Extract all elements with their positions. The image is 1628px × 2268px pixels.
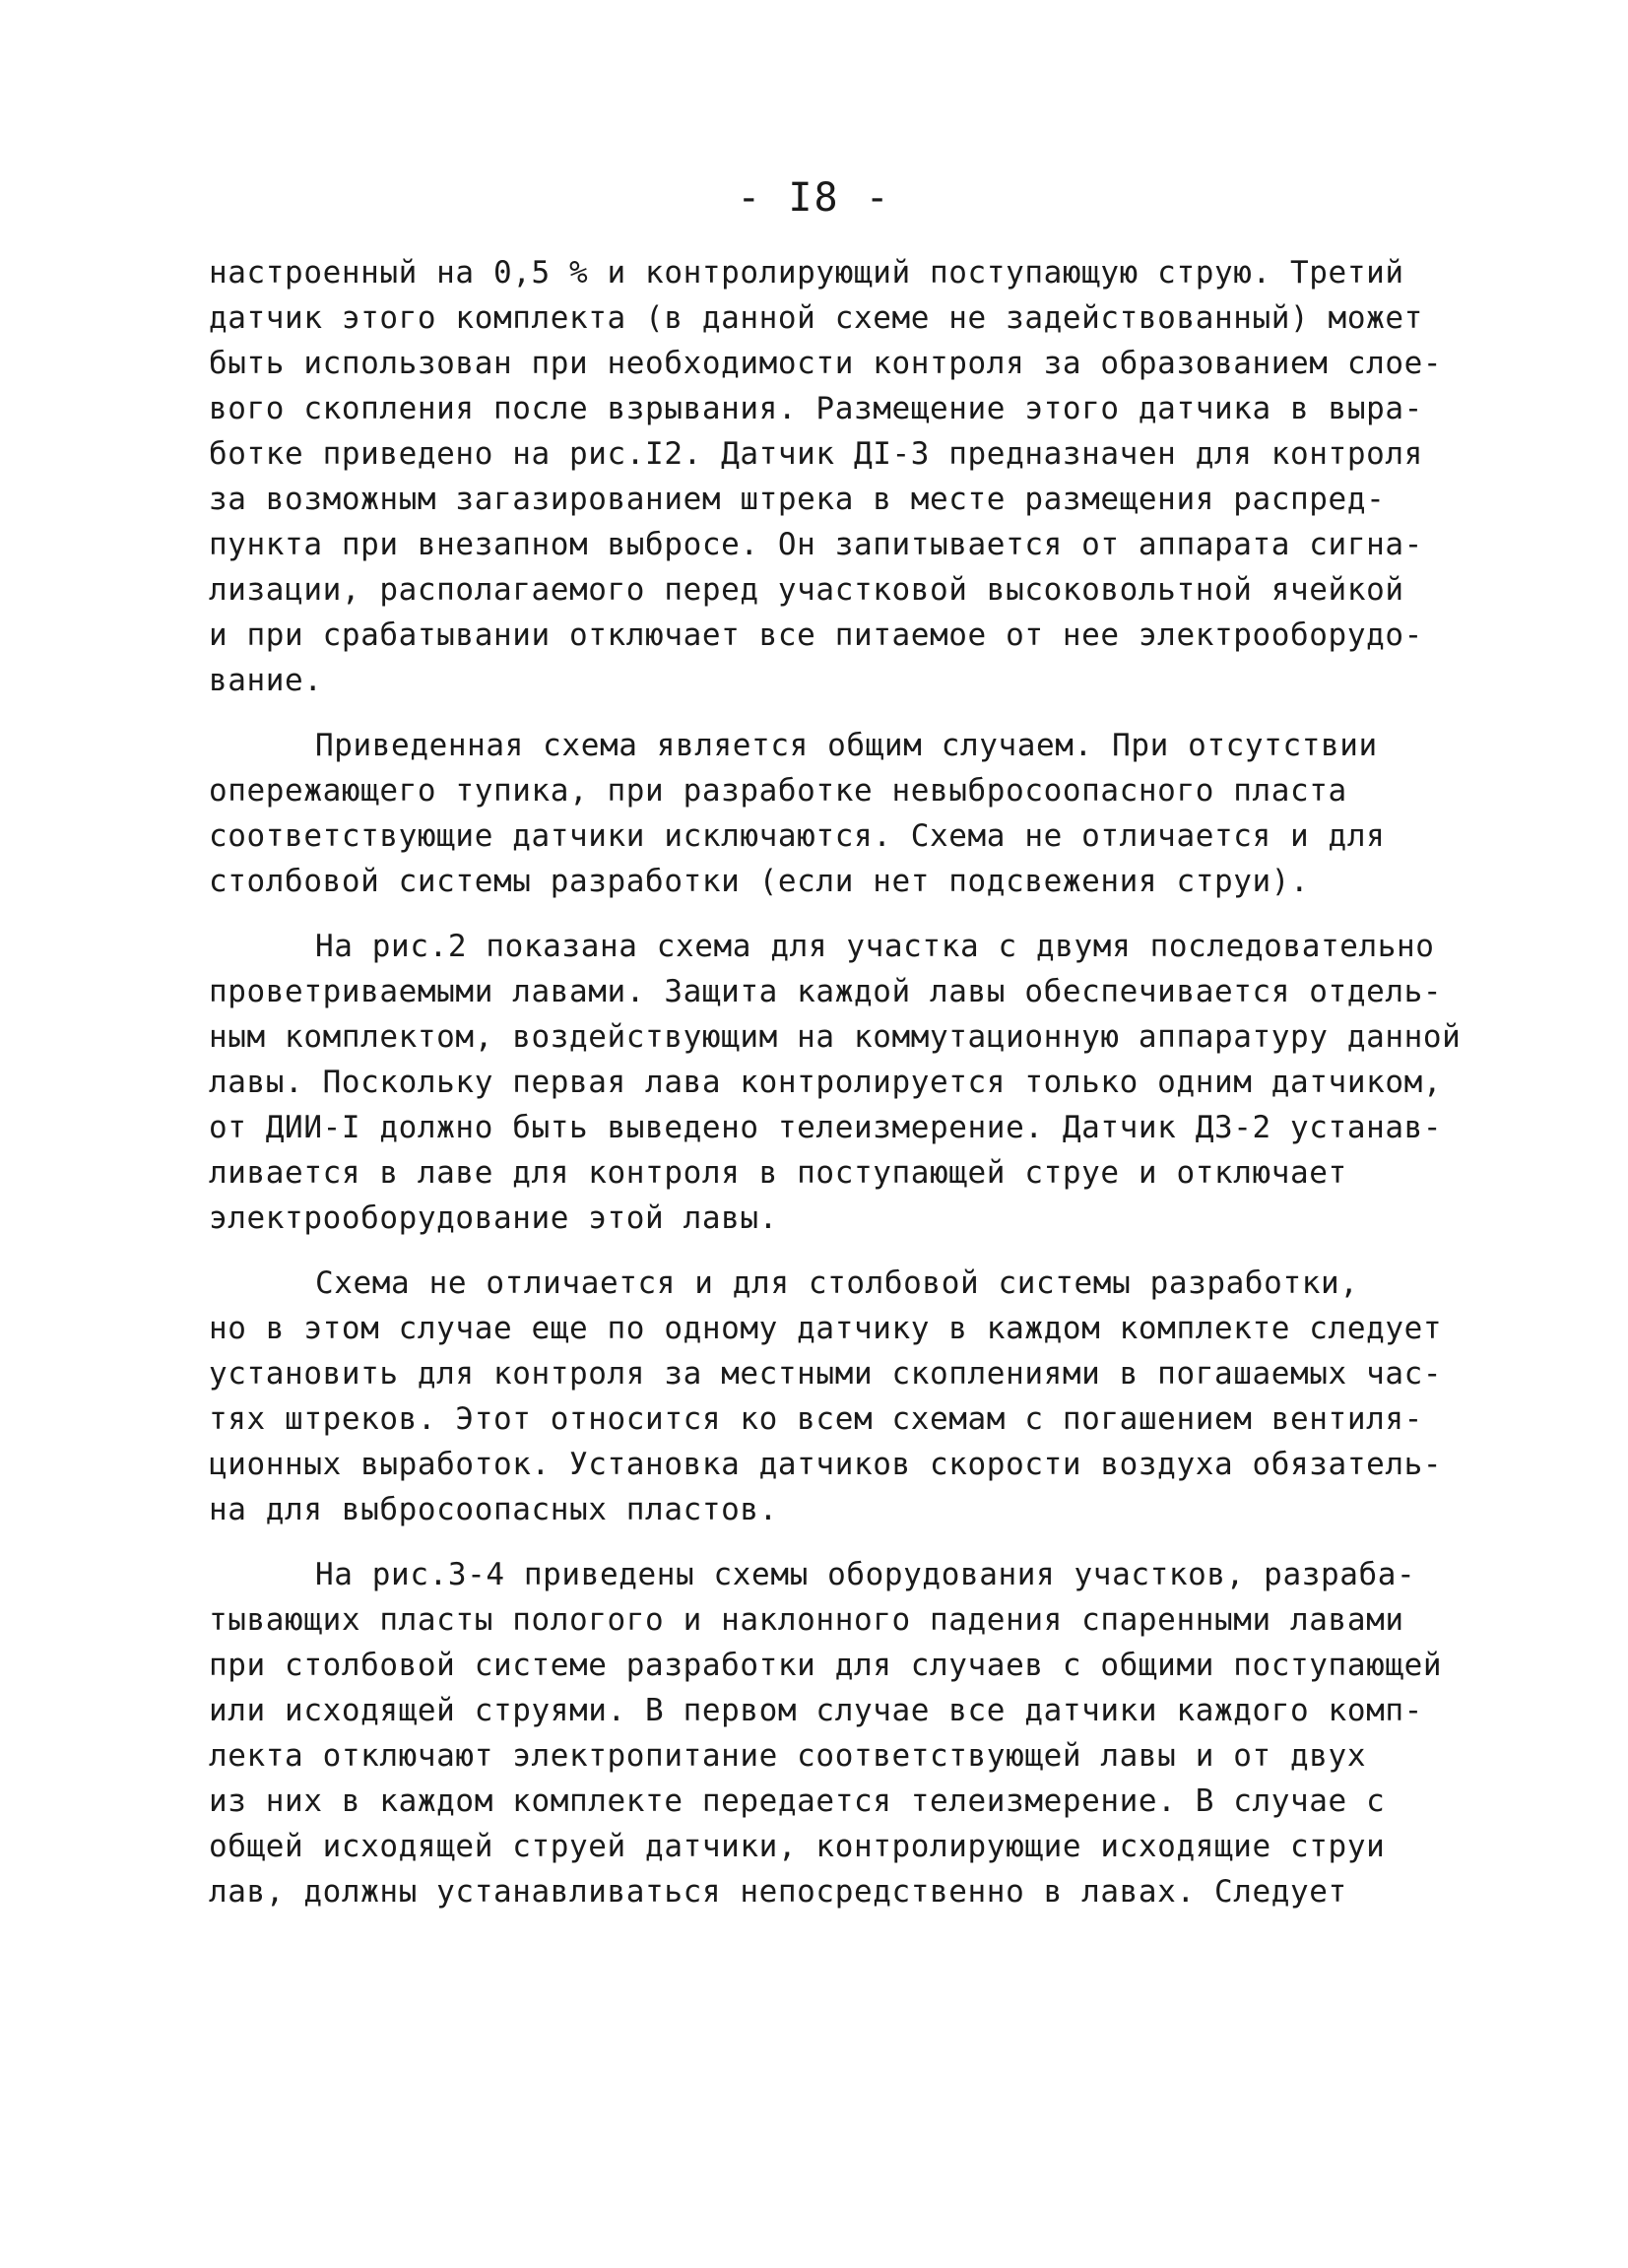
text-line: ным комплектом, воздействующим на коммутационную аппаратуру данной <box>209 1019 1462 1055</box>
text-line: электрооборудование этой лавы. <box>209 1200 778 1236</box>
paragraph-first-line: Схема не отличается и для столбовой системы разработки, <box>315 1265 1359 1301</box>
text-line: из них в каждом комплекте передается телеизмерение. В случае с <box>209 1783 1386 1819</box>
text-line: но в этом случае еще по одному датчику в каждом комплекте следует <box>209 1311 1443 1346</box>
text-line: настроенный на 0,5 % и контролирующий поступающую струю. Третий <box>209 255 1404 291</box>
page-number: - I8 - <box>737 175 891 221</box>
text-line: лекта отключают электропитание соответствующей лавы и от двух <box>209 1738 1367 1774</box>
text-line: опережающего тупика, при разработке невыбросоопасного пласта <box>209 773 1347 809</box>
text-line: датчик этого комплекта (в данной схеме не задействованный) может <box>209 300 1423 336</box>
text-line: лавы. Поскольку первая лава контролируется только одним датчиком, <box>209 1065 1443 1100</box>
text-line: проветриваемыми лавами. Защита каждой лавы обеспечивается отдель- <box>209 974 1443 1009</box>
text-line: установить для контроля за местными скоплениями в погашаемых час- <box>209 1356 1443 1392</box>
text-line: от ДИИ-I должно быть выведено телеизмерение. Датчик ДЗ-2 устанав- <box>209 1110 1443 1145</box>
paragraph-first-line: На рис.2 показана схема для участка с двумя последовательно <box>315 929 1435 964</box>
text-line: соответствующие датчики исключаются. Схема не отличается и для <box>209 818 1386 854</box>
text-line: ционных выработок. Установка датчиков скорости воздуха обязатель- <box>209 1447 1443 1482</box>
text-line: вого скопления после взрывания. Размещение этого датчика в выра- <box>209 391 1423 426</box>
text-line: лав, должны устанавливаться непосредственно в лавах. Следует <box>209 1874 1347 1910</box>
text-line: или исходящей струями. В первом случае все датчики каждого комп- <box>209 1693 1423 1728</box>
text-line: за возможным загазированием штрека в месте размещения распред- <box>209 482 1386 517</box>
text-line: общей исходящей струей датчики, контролирующие исходящие струи <box>209 1829 1386 1864</box>
text-line: при столбовой системе разработки для случаев с общими поступающей <box>209 1648 1443 1683</box>
text-line: тывающих пласты пологого и наклонного падения спаренными лавами <box>209 1602 1404 1638</box>
text-line: быть использован при необходимости контроля за образованием слое- <box>209 346 1443 381</box>
text-line: тях штреков. Этот относится ко всем схемам с погашением вентиля- <box>209 1401 1423 1437</box>
text-line: и при срабатывании отключает все питаемое от нее электрооборудо- <box>209 617 1423 653</box>
text-line: ботке приведено на рис.I2. Датчик ДI-3 предназначен для контроля <box>209 436 1423 472</box>
text-line: пункта при внезапном выбросе. Он запитывается от аппарата сигна- <box>209 527 1423 562</box>
text-line: вание. <box>209 663 323 698</box>
text-line: лизации, располагаемого перед участковой высоковольтной ячейкой <box>209 572 1404 608</box>
text-line: столбовой системы разработки (если нет подсвежения струи). <box>209 864 1310 899</box>
text-line: на для выбросоопасных пластов. <box>209 1492 778 1527</box>
paragraph-first-line: На рис.3-4 приведены схемы оборудования участков, разраба- <box>315 1557 1416 1592</box>
paragraph-first-line: Приведенная схема является общим случаем. При отсутствии <box>315 728 1378 763</box>
text-line: ливается в лаве для контроля в поступающей струе и отключает <box>209 1155 1347 1191</box>
